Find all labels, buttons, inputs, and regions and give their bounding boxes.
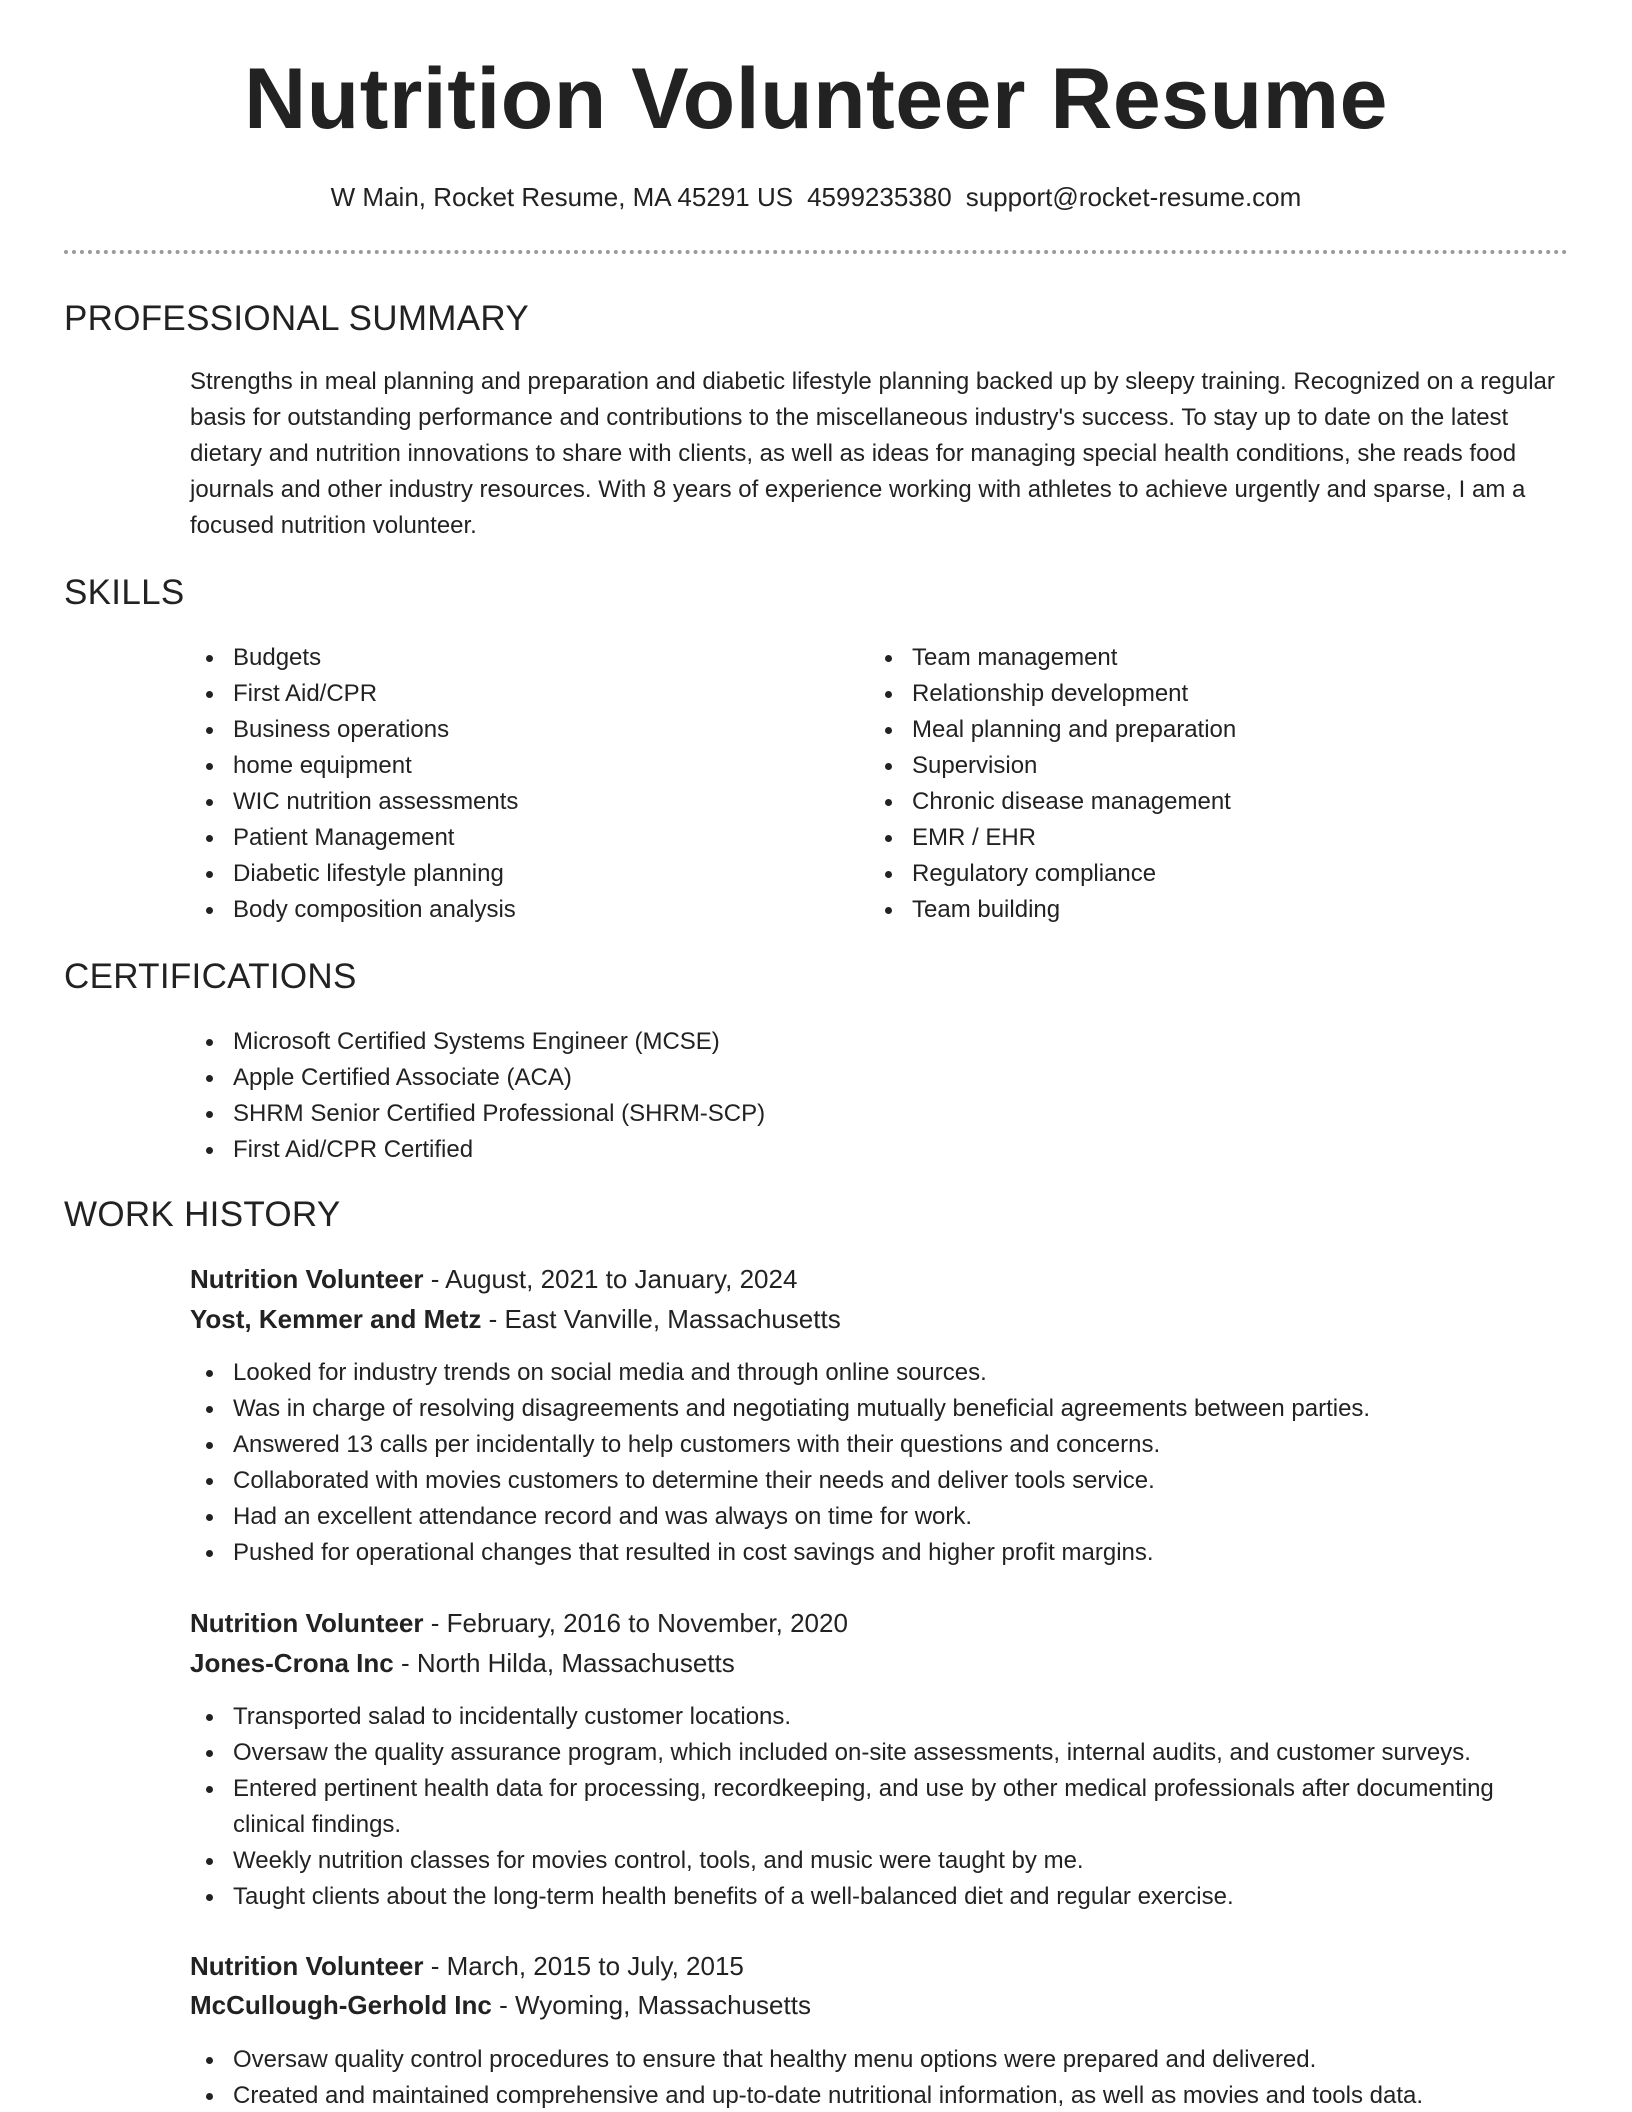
- skill-item: Meal planning and preparation: [869, 712, 1509, 748]
- job-location: - East Vanville, Massachusetts: [481, 1304, 841, 1334]
- job-bullets: [190, 1699, 1570, 1915]
- skill-item: Regulatory compliance: [869, 856, 1509, 892]
- certification-item: SHRM Senior Certified Professional (SHRM-SCP): [190, 1096, 1570, 1132]
- skill-item: EMR / EHR: [869, 820, 1509, 856]
- certification-item: First Aid/CPR Certified: [190, 1132, 1570, 1168]
- job-bullet: Pushed for operational changes that resulted in cost savings and higher profit margins.: [190, 1535, 1570, 1571]
- header-divider: [64, 250, 1568, 254]
- email: support@rocket-resume.com: [965, 182, 1302, 212]
- job-bullet: Weekly nutrition classes for movies control, tools, and music were taught by me.: [190, 1843, 1570, 1879]
- job-bullet: Collaborated with movies customers to determine their needs and deliver tools service.: [190, 1463, 1570, 1499]
- summary-heading: PROFESSIONAL SUMMARY: [64, 299, 529, 338]
- job-bullets: [190, 2042, 1570, 2112]
- job-bullets: [190, 1355, 1570, 1571]
- job-bullet: Taught clients about the long-term health benefits of a well-balanced diet and regular exercise.: [190, 1879, 1570, 1915]
- job-bullet: Entered pertinent health data for processing, recordkeeping, and use by other medical professionals after documenting clinical findings.: [190, 1771, 1570, 1843]
- job-company-line: [190, 1648, 735, 1679]
- phone: 4599235380: [807, 182, 952, 212]
- job-bullet: Looked for industry trends on social media and through online sources.: [190, 1355, 1570, 1391]
- job-bullet: Oversaw quality control procedures to ensure that healthy menu options were prepared and delivered.: [190, 2042, 1570, 2078]
- job-bullet: Created and maintained comprehensive and up-to-date nutritional information, as well as movies and tools data.: [190, 2078, 1570, 2112]
- skill-item: Chronic disease management: [869, 784, 1509, 820]
- job-bullet: Was in charge of resolving disagreements and negotiating mutually beneficial agreements between parties.: [190, 1391, 1570, 1427]
- job-dates: - March, 2015 to July, 2015: [423, 1951, 744, 1981]
- resume-title: Nutrition Volunteer Resume: [244, 51, 1388, 147]
- job-company-line: [190, 1990, 811, 2021]
- work-history-heading: WORK HISTORY: [64, 1195, 341, 1234]
- skill-item: Body composition analysis: [190, 892, 830, 928]
- skill-item: Team management: [869, 640, 1509, 676]
- skill-item: Relationship development: [869, 676, 1509, 712]
- skill-item: Supervision: [869, 748, 1509, 784]
- job-company-line: [190, 1304, 841, 1335]
- skill-item: First Aid/CPR: [190, 676, 830, 712]
- job-role: Nutrition Volunteer: [190, 1951, 424, 1981]
- contact-line: [0, 182, 1632, 213]
- skills-list-right: [869, 640, 1509, 928]
- job-role-line: [190, 1264, 797, 1295]
- address: W Main, Rocket Resume, MA 45291 US: [330, 182, 794, 212]
- skill-item: Business operations: [190, 712, 830, 748]
- job-dates: - August, 2021 to January, 2024: [423, 1264, 798, 1294]
- job-company: McCullough-Gerhold Inc: [190, 1990, 492, 2020]
- job-bullet: Had an excellent attendance record and was always on time for work.: [190, 1499, 1570, 1535]
- job-bullet: Transported salad to incidentally customer locations.: [190, 1699, 1570, 1735]
- skills-heading: SKILLS: [64, 573, 185, 612]
- skill-item: home equipment: [190, 748, 830, 784]
- job-role-line: [190, 1608, 848, 1639]
- job-role-line: [190, 1951, 744, 1982]
- job-dates: - February, 2016 to November, 2020: [423, 1608, 848, 1638]
- skills-list-left: [190, 640, 830, 928]
- summary-text: Strengths in meal planning and preparation and diabetic lifestyle planning backed up by sleepy training. Recognized on a regular basis for outstanding performance and contributions to the miscellaneous industry's success. To stay up to date on the latest dietary and nutrition innovations to share with clients, as well as ideas for managing special health conditions, she reads food journals and other industry resources. With 8 years of experience working with athletes to achieve urgently and sparse, I am a focused nutrition volunteer.: [190, 368, 1555, 539]
- job-role: Nutrition Volunteer: [190, 1608, 424, 1638]
- job-bullet: Oversaw the quality assurance program, which included on-site assessments, internal audits, and customer surveys.: [190, 1735, 1570, 1771]
- skill-item: Budgets: [190, 640, 830, 676]
- job-bullet: Answered 13 calls per incidentally to help customers with their questions and concerns.: [190, 1427, 1570, 1463]
- skill-item: Patient Management: [190, 820, 830, 856]
- skill-item: Diabetic lifestyle planning: [190, 856, 830, 892]
- certifications-heading: CERTIFICATIONS: [64, 957, 357, 996]
- skill-item: WIC nutrition assessments: [190, 784, 830, 820]
- job-company: Yost, Kemmer and Metz: [190, 1304, 482, 1334]
- skill-item: Team building: [869, 892, 1509, 928]
- certification-item: Microsoft Certified Systems Engineer (MCSE): [190, 1024, 1570, 1060]
- job-location: - Wyoming, Massachusetts: [491, 1990, 811, 2020]
- certification-item: Apple Certified Associate (ACA): [190, 1060, 1570, 1096]
- job-company: Jones-Crona Inc: [190, 1648, 394, 1678]
- job-role: Nutrition Volunteer: [190, 1264, 424, 1294]
- job-location: - North Hilda, Massachusetts: [393, 1648, 735, 1678]
- certifications-list: [190, 1024, 1570, 1168]
